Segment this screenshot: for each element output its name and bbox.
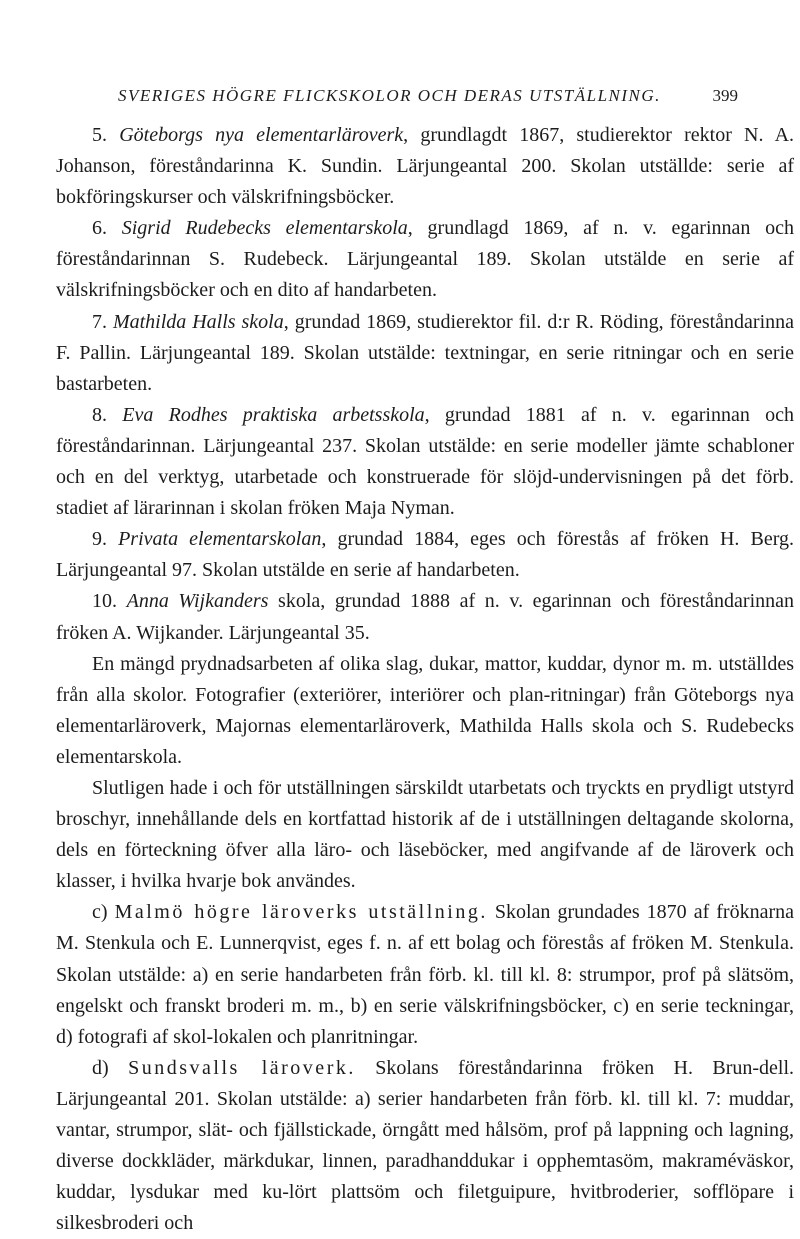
section-sundsvall bbox=[56, 1053, 794, 1239]
school-entry-5 bbox=[56, 120, 794, 213]
paragraph-broschyr: Slutligen hade i och för utställningen särskildt utarbetats och tryckts en prydligt utstyrd broschyr, innehållande dels en kortfattad historik af de i utställningen deltagande skolorna, dels en förteckning öfver alla läro- och läseböcker, med angifvande af de läroverk och klasser, i hvilka hvarje bok användes. bbox=[56, 776, 794, 893]
entry-number: 7. bbox=[92, 310, 107, 333]
entry-text: , grundad 1884, eges och förestås af fröken H. Berg. Lärjungeantal 97. Skolan utstälde en serie af handarbeten. bbox=[56, 528, 795, 582]
section-label: d) bbox=[92, 1056, 109, 1079]
section-title: Sundsvalls läroverk. bbox=[128, 1056, 356, 1079]
section-text: Skolans föreståndarinna fröken H. Brun-dell. Lärjungeantal 201. Skolan utstälde: a) serier handarbeten från förb. kl. till kl. 7: muddar, vantar, strumpor, slät- och fjällstickade, örngått med hålsöm, prof på lappning och lagning, diverse dockkläder, märkdukar, linnen, paradhanddukar i opphemtasöm, makraméväskor, kuddar, lysdukar med ku-lört plattsöm och filetguipure, hvitbroderier, sofflöpare i silkesbroderi och bbox=[56, 1056, 795, 1235]
school-entry-6 bbox=[56, 213, 794, 306]
school-name: Sigrid Rudebecks elementarskola bbox=[121, 217, 408, 240]
section-title: Malmö högre läroverks utställning. bbox=[114, 901, 488, 924]
section-malmo bbox=[56, 897, 794, 1052]
entry-number: 5. bbox=[92, 124, 107, 146]
school-entry-8 bbox=[56, 400, 794, 524]
school-name: Privata elementarskolan bbox=[118, 528, 322, 551]
entry-number: 9. bbox=[92, 528, 107, 551]
paragraph-prydnadsarbeten: En mängd prydnadsarbeten af olika slag, dukar, mattor, kuddar, dynor m. m. utställdes från alla skolor. Fotografier (exteriörer, interiörer och plan-ritningar) från Göteborgs nya elementarläroverk, Majornas elementarläroverk, Mathilda Halls skola och S. Rudebecks elementarskola. bbox=[56, 652, 794, 768]
entry-text: , grundlagdt 1867, studierektor rektor N. A. Johanson, föreståndarinna K. Sundin. Lärjungeantal 200. Skolan utställde: serie af bokföringskurser och välskrifningsböcker. bbox=[56, 124, 795, 209]
school-name: Göteborgs nya elementarläroverk bbox=[119, 124, 404, 146]
entry-number: 10. bbox=[92, 590, 117, 613]
section-label: c) bbox=[92, 901, 108, 924]
entry-text: , grundlagd 1869, af n. v. egarinnan och föreståndarinnan S. Rudebeck. Lärjungeantal 189. Skolan utstälde en serie af välskrifningsböcker och en dito af handarbeten. bbox=[56, 217, 794, 302]
entry-text: , grundad 1869, studierektor fil. d:r R. Röding, föreståndarinna F. Pallin. Lärjungeantal 189. Skolan utstälde: textningar, en serie ritningar och en serie bastarbeten. bbox=[56, 310, 795, 395]
running-header bbox=[118, 86, 738, 106]
school-entry-10 bbox=[56, 586, 794, 648]
school-name: Anna Wijkanders bbox=[126, 590, 269, 613]
school-entry-7 bbox=[56, 307, 794, 400]
section-text: Skolan grundades 1870 af fröknarna M. Stenkula och E. Lunnerqvist, eges f. n. af ett bolag och förestås af fröken M. Stenkula. Skolan utstälde: a) en serie handarbeten från förb. kl. till kl. 8: strumpor, prof på slätsöm, engelskt och franskt broderi m. m., b) en serie välskrifningsböcker, c) en serie teckningar, d) fotografi af skol-lokalen och planritningar. bbox=[56, 901, 795, 1048]
entry-number: 8. bbox=[92, 403, 107, 426]
entry-text: skola, grundad 1888 af n. v. egarinnan och föreståndarinnan fröken A. Wijkander. Lärjungeantal 35. bbox=[56, 590, 794, 644]
page-number: 399 bbox=[712, 86, 738, 105]
school-name: Eva Rodhes praktiska arbetsskola bbox=[122, 403, 425, 426]
running-title: SVERIGES HÖGRE FLICKSKOLOR OCH DERAS UTSTÄLLNING. bbox=[118, 86, 661, 105]
school-entry-9 bbox=[56, 524, 794, 586]
entry-number: 6. bbox=[92, 217, 107, 240]
entry-text: , grundad 1881 af n. v. egarinnan och föreståndarinnan. Lärjungeantal 237. Skolan utstälde: en serie modeller jämte schabloner och en del verktyg, utarbetade och konstruerade för slöjd-undervisningen på det förb. stadiet af lärarinnan i skolan fröken Maja Nyman. bbox=[56, 403, 795, 520]
school-name: Mathilda Halls skola bbox=[112, 310, 284, 333]
body-text bbox=[56, 120, 794, 1239]
